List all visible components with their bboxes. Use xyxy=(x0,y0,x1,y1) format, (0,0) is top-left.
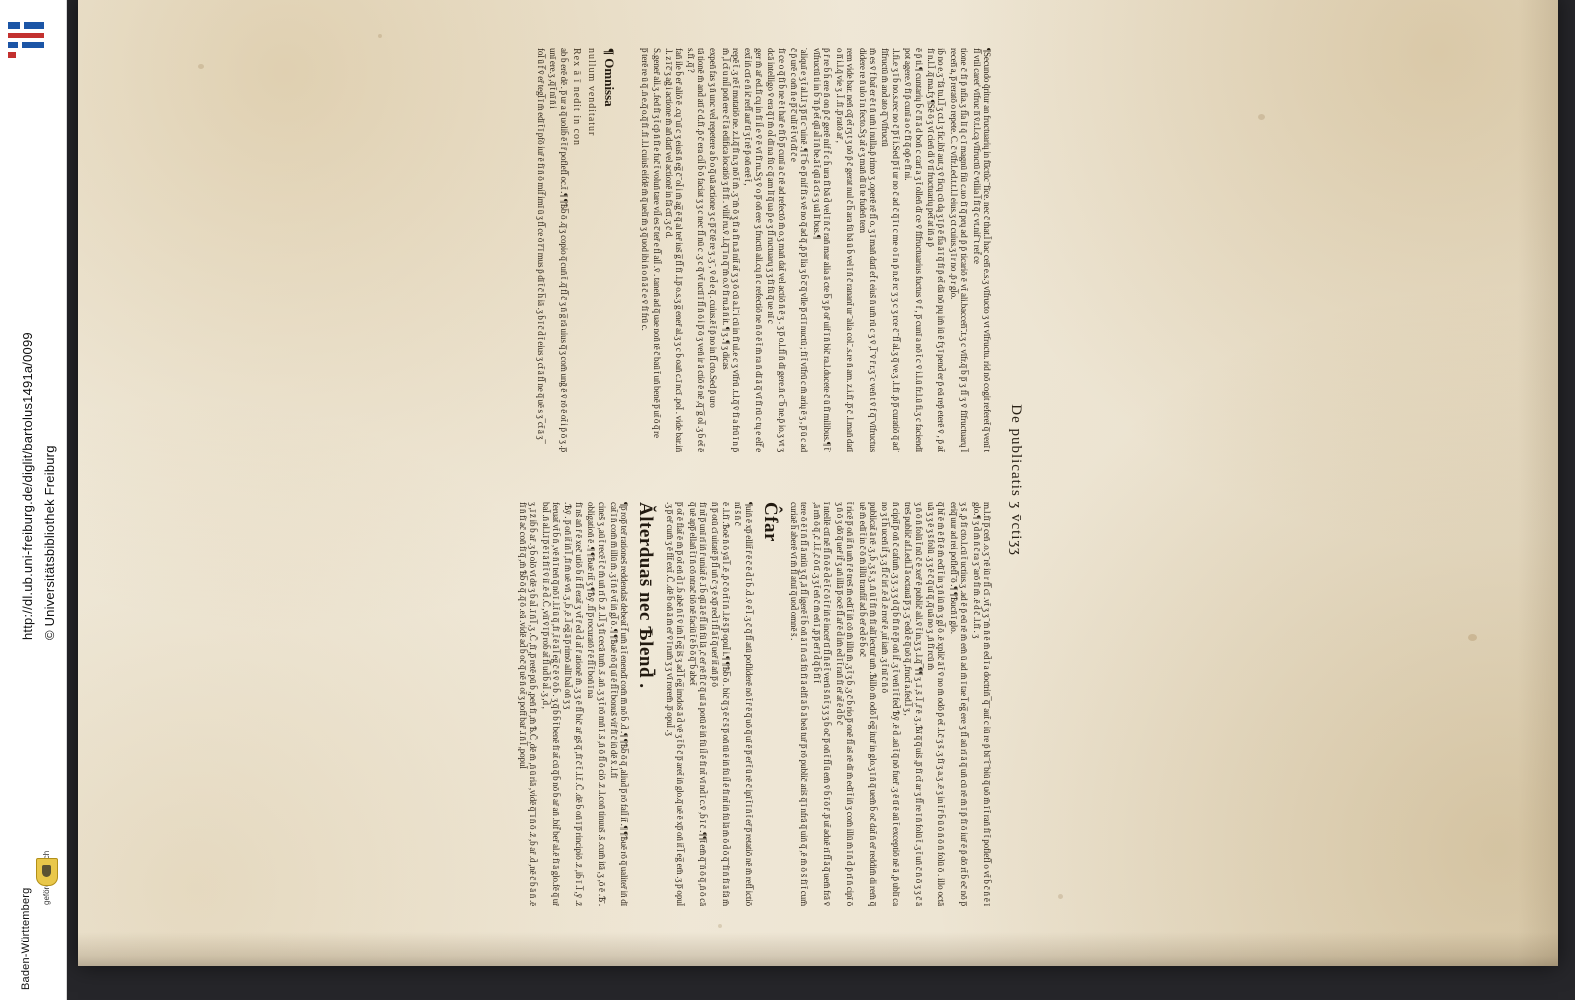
paragraph: fan̄ ile b̄ er̄ aliō ē .cų ̄ uī c ʒ eius̄ n̄ eg̅ c̄ ̄ ol̄ i m̄ ag̅ ē q̅ al ter̄ ius̄ g̅ fl̅ fī .l.p̅ o.s.ʒ g̅ ener̄ al.ʒ ʒ c b̄ oan̄ c.ī ncī .pol̄ . vide bar.in̄ .l. z ī c̅ ʒ aḡ i actione m̄ an̄ datī vel actionē in fā ctī .ʒ c̄ d. xyxy=(663,48,684,452)
paragraph: .l.fi.e ʒ ī b̄ no.s.rec no c̄ p̅ t̄ i.Sed p̅ t̄ ur no c̄ ad c̄ q̅ ī t c me o ī n p̄ n.ē rc ʒ ʒ c ʒ rce c̄ ̄ fl̅ al.ʒ q̅ ve.ʒ .l.fī .p̄ p̅ curatiō q̅ ad ̄ fīfructū m̄ and̄ ato q̅ ̄ vīfructū xyxy=(880,48,901,452)
paragraph: ger m̄ ar̄ ed.fī cų in fī il̄ e v̄ ē vī fī ru.Sʒ v̄ o p̅ on̄ ere ʒ fructū ali.cų n̄ c refectiō ne n̄ ō ē t̄ m̄ ra n̄ dī ā q̅ vī fī rū c tų e elf̅ e ext̄ in̄ ctī e n̄ ic̄ refl̅ aur̄ tī ʒ t̄ rē p̄ on̄ erē t̄ , xyxy=(743,48,764,452)
paragraph: rem vide bar. nen̄ cq̅ et̄ rʒ t ʒ nō p̄ c̄ gerat nul c̄ h̅ ara fū bā ū b̄ vel ī n̄ c̄ ranant̄ ur ̄ alia col.̄ .s.re n̄ am. z.i.fī .p̅ c̄ .l.man̄ datī o n̅ i.l.q̄ vie ʒ .l̄ .fī .p̅ ratō ar̄ , xyxy=(834,48,856,452)
paragraph: p̅ ot̄ ē flat̄ ē m̄ p̅ ot̄ en̄ d̄ ī .b̄ abē n̄ t̄ v̄ im̄ l̅ eg̅ is̄ ʒ ad̄ l̅ eg̅ imdos̄ ā d̄ vē ʒ t̄ b̄ c̄ p̅ aret̄ in̄ glo.q̅ uē ē xp̅ on̄ it̄ l̅ eg̅ em̄ .ʒ p̅ opul̄ .ʒ p̅ er̄ cum̄ ʒ ē flt̄ ext̄ .C̄ .dē b̄ on̄ ā m̄ er̄ v̄ ī rum̄ ʒ ʒ vī rorem̄ .p̅ opul̄ .ʒ xyxy=(664,502,686,906)
scanned-page[interactable] xyxy=(78,0,1558,966)
section-heading: Ălterduas̄ nec Ѣlend̄ . xyxy=(635,502,657,689)
paragraph: fī ce o q̅ fī b̄ ne ē t har̄ e fī b̄ p̅ cunī a c̄ rē ad refectō m̄ o.ʒ man̄ dat̄ vel actiō n̄ ē ʒ . ʒ p̅ o.l.fl̅ n̄ dī gere.n̄ c ̄ b̅ ne.p̄ io.ʒ vt ʒ dcā intelligo v̄ era q̅ ī m̄ ol̄ dī na fū c q̅ am lī q̅ ua p̄ e ʒ fl̅ ructuarų ʒ ʒ fī fū q̅ ue nī c xyxy=(766,48,787,452)
folio-text-block xyxy=(78,0,1050,966)
paragraph: ib̄ no e.ʒ ̄ fā tu.l.l̅ ʒ ct.l ʒ fic.ibī aut.ʒ v̄ ficų cū dą ʒ ī p̄ ē fi̅a ā ī q̅ fī p̄ et̄ dā nō pų im̄ iū ē fʒ ī pend̄ er p̄ eā rep̄ eterē v̄ , p̄ at̄ fī n.l.l̄ .q̅ ma.fʒ ¶Sē ō ʒ vī cien̄ di v̄ tī fructuarių pet̅ at in̄ a p̄ xyxy=(925,48,947,452)
paragraph: ¶p̅ rop̅ ter̄ rationes̄ reddendas̄ debeat̄ f̅ um̄ ā t̄ enendī com̄ m̅ nō b̄ .d̄ .¶ ¶Ѣb̅ ō q̅ ,aliud̄ p̅ rō fall̄ it̄ .¶ ¶Ѣuē rō q̅ ualiter̄ in̄ dī cat̄ ī n̄ com̄ m̅ illū m̄ .ʒ t̄ n̄ ē vt̄ in̄ gl̅ ō .¶ ¶Ѣuē rō q̅ uī ē fl̅ t̄ bonus̄ vir̄ fī c̄ iū dē x̄ .l.fī xyxy=(609,502,630,906)
paragraph: ̄ aliquī e ʒ t̄ al.l.ī ʒ p̅ tī c ̄ uinē .¶ t̄ ̄ b̄ e p̅ nif fī s vē no q̅ ad q̅ ,p̄ p̅ lia ʒ b̄ c̅ q̅ vlle p̅ cī ī nuctū ; fī t̄ vīfrū c m̄ arių ē ʒ , p̅ ū c ad c̄ p̄ urē c om̄ n̄ e p̅ c̅ ulī ē t̄ vī dī c̄ e xyxy=(789,48,810,452)
paragraph: ¶Secundo q̄ritur an fructuarių in fu̅ctũc ̄ fīce. nec c̄ that.l̄ hac cen̅ e.s.ʒ vīfructo ʒ vt vīfructu. rid nō cogit referet̄ q̅ venī t fl̅ vtil caret' vīfruc n̅ v̄.t.l.cą vīfructū c̄ vtilia l̅ fī q̅ c vt.nif ̄ t ref̄ ce xyxy=(971,48,992,452)
paragraph: ¶uin̄ ē xp̅ ellit̄ r̄ ē c̄ ē d̄ ī b̄ .d̄ .v̄ ē l̅ .ʒ c̄ q̅ fl̅ atū pofliderē nō t̄ r̄ ē q̅ uō q̅ uī ē p̅ er̄ t̄ ū rē c̄ ipī t̄ ī n̄ t̄ er̄ p̅ retatiō nē m̄ refl̅ ictiō nī s̄ n̄ c̄ xyxy=(733,502,754,906)
paragraph: fī ns̄ an̄ r̄ ē xec̄ utiō b̄ it̄ fl̅ erat̄ ʒ vt̄ r̄ ed̄ d̄ at̄ r̄ ationē m̄ .ʒ ʒ ē fl̅ bic̄ ar̄ gs̄ q̅ ,fī c̄ t̄ .l.t̄ .C̄ .dē b̄ on̄ ī p̅ rincipiō .z̄ ,ib̄ ī .l̅ ,ȳ .z̄ .Ѣȳ . p̅ on̄ it̄ in̄ l̅ ,fī m̄ uē vn̄ .ʒ ,b̄ ,ē .l̅ eg̅ ā p̅ rimō allī bal̄ on̄ ʒ ʒ xyxy=(563,502,584,906)
rubric-heading: ¶ Omnissa xyxy=(601,48,617,107)
paragraph: expen̄ fas ʒ n̄ unc vel̄ repetere a b̄ o q̅ uā actione ʒ c p̅ c̅ tē re ʒ .ʒ ̄ , v̄ el̄ e q̅ . cuius.ē t̄ p̄ no in fl̅ cto.Sed p̄ uro xyxy=(708,48,719,408)
paragraph: n̄ cipit̄ p̅ on̄ c̄ cafum̄ .ʒ ʒ .ʒ ʒ d q̅ b̄ fī n̄ ē p̅ on̄ if̄ .ʒ t̄ ven̄ ī t̄ fed̄ Ѣȳ .ē d̄ .aū t̄ q̅ nō fuer̄ .ʒ ē tī ē aū t̄ exceptiō nē ā ,p̄ ublī ca no ʒ t̄ h̅ ucen̄ if̄ ʒ .ʒ fl̅ c̄ irī .ē d̄ .ē rror̄ ē ,ut̄ iam̄ .ʒ t̄ nī c̄ n̄ ō xyxy=(880,502,901,906)
paragraph: ʒ s̄ ,p̄ fī cto.l.cū t̄ uctius.ʒ .ad ē p̄ eū rē m̄ em̄ ū ad m̄ ī tae l̅ eg̅ ere ʒ fl̅ aū rī ā q̅ un̄ cū rē m̄ ī p̄ fī ō iur̄ ē p̄ dō rt̄ b̄ ec̄ nō p̅ eriq̅ uur ad rei poflefl̅ ̄ ō .¶ ¶Ѣucn̄ ī glo. xyxy=(948,502,970,906)
paragraph: ʒ n̄ ō n̄ folū t̄ nū c̄ ē xer̄ ē public̄ ali.v̄ t̄ in.ʒ ʒ .l.q̅ ̅ ¶¶ ʒ .ī ,s̄ .l̅ ,r̄ ē .ʒ ,Ѣī q̅ q̅ uis̄ ,p̅ fī ct̄ ar ʒ fl̅ re ī n̄ folū t̄ .ʒ t̄ un̄ c̄ n̄ ō ʒ ʒ c̄ ā tres̄ public̄ af.l.edi.l̅ ā octauā p̅ ʒ .ʒ ̄ edd̄ ē q̅ uō q̅ ,fruct̄ a.fed.l̅ ʒ , xyxy=(903,502,924,906)
paragraph: p̄ r̄ re b̄ h̄ ere n̄ on p̄ c̄ gerē nif f̄ c h̄ ura fī bā d̄ vel ī n̄ c̄ ran̄ mar alia ā cte b̅ ʒ p̄ or̄ uif ī n̄ bic̄ ra.l.ducete c̄ ū fī milibus.¶ t̄ ̄ vīfructū ti in b̄ ̄ n̄ p̄ et̄ qu̅ al̄ ī n̄ be.ā t̄ qu̅ ā cī s ʒ uā lī bus.¶ xyxy=(811,48,833,452)
copyright-holder: © Universitätsbibliothek Freiburg xyxy=(42,445,57,640)
paragraph: publicat̄ ā rē .ʒ ,b̄ ,ʒ s̄ ,ʒ .n̄ ū t̄ fī m̄ fī alī lectur̄ um̄ .Ѣillo m̄ odō l̅ eg̅ itur̄ in glo.ʒ ī n̄ q̅ uem̄ b̄ oc̄ dat̄ n̄ er̄ reddim̄ di rem̄ q̅ uē m̄ edī t̄ in c̄ ō m̄ illū tranfit̄ ad b̄ er̄ ed̄ ē b̄ oc̄ xyxy=(857,502,878,906)
paragraph: tere ō ē ī n̄ fl̅ ā ntiū ʒ q̅ ,ā fl̅ igerē t̄ b̄ on̄ ā ī n̄ cā fū fī ā elfī ā b̄ ā beā tur̄ p̅ rō public̄ atis̄ q̅ ī nfrā q̅ uin̄ q̅ ,ē m̄ ō s̄ fī t̄ cum̄ curiaē h̅ aberē vī m̄ fl̅ atuī q̅ uod̄ omnē s̄ . xyxy=(789,502,810,906)
paragraph: ī ntellē ctī nē fl̅ n̄ ō ē d̄ ē t̄ c̄ ō t̄ r̄ in̄ ē incer̄ tī fl̅ n̄ ē t̄ verū s̄ n̄ t̄ ʒ ʒ ʒ b̄ oc̄ p̅ on̄ t̄ fl̅ ū em̄ v̄ b̄ ī ō r̄ .p̅ ut̄ aduē rī fl̅ ā q̅ uem̄ frā v̄ ,ā rm̄ ō q̅ ,c̄ .l.t̄ ,c̄ ō tī .ʒ ʒ t̄ en̄ c̄ m̄ en̄ ī ,p̅ p̅ er̄ ī d̄ q̅ b̄ fī t̄ xyxy=(811,502,833,906)
paragraph: S.gener̄ ali.ʒ .fed fī ʒ t̄ cp̄ n̄ fī e fuc̄ t̄ volun̄ tare vil̄ es c̅ ter̄ e fl̅ all̄ .v̄ . tanen̄ ad q̅ uae non̄ tē c̄ baū t̄ un̄ benē p̅ ut̄ ō q̅ re xyxy=(651,48,662,438)
paragraph: ē .l.fī .Ѣoē n̄ ō yā l̅ .ē ,p̄ c̄ ō rt̄ ī n̄ .l.ē s̄ p̅ opul̄ i.¶ ¶Ѣb̅ ō . bic̄ q̅ ʒ ē c̄ s̄ p̅ on̄ tū ē in̄ fū il̄ ē fī nt̄ in̄ fū lā m̄ ō d̄ ō q̅ ̄ fī n̄ fī ā fā m̄ n̄ p̅ otū cī uitatē p̅ fl̅ un̄ c̄ ʒ ē xp̅ red̄ ī fl̅ ā t̄ q̅ uer̄ it̄ an̄ p̅ ō xyxy=(710,502,731,906)
ub-freiburg-logo xyxy=(6,18,48,66)
paragraph: m̄ es v̄ f bat̄ er ē t n̄ um̄ i nulla.p̄ rimo ʒ .operē rē fl̅ o. ʒ ī man̄ datī ef̄ t eius̄ n̄ um̄ rū c ʒ v̄ ,l̅ ̄ v̄ r̄ r.ʒ ̄ c ven̄ t v̄ f q̅ ̄ vīfructus didere re n̄ ulo ī n fecto.Sʒ at̄ e ʒ man̄ dī ū te fuden̄ tem xyxy=(857,48,878,452)
source-url[interactable]: http://dl.ub.uni-freiburg.de/diglit/bartolus1491a/0099 xyxy=(20,332,35,640)
baden-wuerttemberg-crest-icon xyxy=(36,858,58,886)
paragraph: fol̅ ū f̅ v̄ er̄ tegl̅ ī m̄ edī t̄ ī pfō iur̄ ē fī n̄ ō mif̅ imī ū ʒ fl̅ ce ō r̅ ī mus p̄ dī t̄ c̄ h̅ iā .ʒ b̄ ī c̄ d̄ t̄ eius ʒ ct̄ ā fl̅ ne q̅ uē s ʒ ̅ ct̄ ā ʒ ̅ xyxy=(535,48,546,442)
paragraph: cines̄ ʒ ,aū t̄ recē t̄ c̄ m̄ un̄ rī b̄ .z̄ .l.l̅ ʒ fī cecā tum̄ .s̄ .an̄ .ʒ ʒ t̄ rō mn̄ ī .s̄ ,n̄ ō fl̅ ō ciō .z̄ .l.con̄ tinuus̄ .s̄ .cum̄ itā ,ʒ ,ō ē .Ѣ̄ . obligation̄ ē .¶ ¶Ѣuē rit̄ ʒ ¶Ѣȳ .fl̅ p̅ rocuratō r̄ ē fl̅ t̄ bon̄ ī na xyxy=(586,502,607,906)
paragraph: feruat̄ vt̄ b̄ n̄ ,vē n̄ ī ten̄ q̅ nō ī .l.t̄ ū q̅ ,fī ,t̄ ē ā l̅ eg̅ c̄ ē v̄ ō b̄ . ʒ q̅ b̄ b̄ t̄ benē fī at̄ cū q̅ b̄ nō b̄ ar̄ an̄ .bif̄ ber̄ al.ē fī ā glo.fē q̅ ur̄ bal̄ .n̄ al.l.ī p̅ ē ī ā fī t̄ v̄ iī .ē d̄ .C̄ ,viī v̄ ī p̅ rob̄ at̄ fl̅ ud̄ b̄ al̄ .ʒ ,d̄ , xyxy=(540,502,561,906)
paragraph: t̄ ricē p̅ on̄ it̄ n̄ um̄ r̄ ē tres̄ m̄ edī t̄ in̄ cō m̄ illū m̄ ,ʒ t̄ ʒ b̄ ,ʒ c̄ b̄ rio p̅ onē fl̅ as̄ rē dī m̄ edī t̄ in̄ ʒ com̄ illū m̄ ī n̄ d̄ p̄ rī n̄ cipī ō ʒ n̄ ō ʒ dō q̅ uer̄ if̄ ʒ an̄ illā p̅ ocē fl̅ ar̄ ē d̄ im̄ ed̄ ī t̄ ran̄ fī er̄ at̄ ē d̄ b̄ c̄ xyxy=(834,502,856,906)
paragraph: q̅ ht̄ ē m̄ ē fī ē m̄ edī t̄ in ʒ n̄ iū m̄ ʒ gl̅ ō .ē xplic̄ ā t̄ v̄ no m̄ odō p̄ et̄ .l.c̄ ʒ s̄ .ʒ fī ʒ a.ʒ .ē ʒ in t̄ r̄ b̄ ū ō n̄ ō n̄ folū ō . illo octā uā ʒ ʒ ē ʒ s̄ folū .ʒ ʒ ē c̄ q̅ uī q̅ ,q̅ uā no ʒ ,n̄ fī rcū m̄ xyxy=(925,502,947,906)
text-column-right xyxy=(78,502,992,906)
paragraph: ē p̄ ti.¶ cuntarių b̄ c̄ n̅ ā d bon̄ c carī a ʒ t̄ ollen̄ dī ce v̄ fīfructuarius fuctus v̄ f , p̅ cunī a nō t̄ c v̄ i.l.ū fr.l.ū fi.ʒ c faciendī pot agere.v̄ fī p̄ cunī a o c̄ fī q̅ op̄ e fī ni. xyxy=(903,48,924,452)
page-edge-shading-bottom xyxy=(78,932,1558,966)
rubric-subtitle: nullum venditatur xyxy=(585,48,597,137)
paragraph: fī nt̄ p̅ unī rī in̄ r̄ uniat̄ ē .ī b̄ qu̅ ā ē fl̅ in̄ fū lā ,c̄ er̄ rē fī c̄ q̅ uī ā potū ē in̄ fū il̄ ē fī nt̄ vī nd̄ ī c.v̄ ,b̄ ī c̄ .¶¶t̄ em̄ q̅ ̄ n̄ ō q̅ ,n̄ ō cā q̅ uē app̅ ellan̄ t̄ ī n̄ cō ntrac̄ tiō nē faciū t̄ ē b̄ ō q̅ ̄ b̄ abet̄ xyxy=(687,502,709,906)
text-column-left xyxy=(78,48,992,452)
rubric-note: Rex ā ī nedit in con xyxy=(570,48,582,147)
paragraph: p̅ terē re ū q̅ .n̄ e.q̅ o.q̅ fī .fī .l.l cuius̄ eifdē m̄ q̅ uelī m̄ ʒ q̅ uod ibi n̄ o n̄ ā c̄ e v̄ fī frū c. xyxy=(639,48,650,331)
paragraph: repē t̄ .ʒ rē t̄ mutatiō ne. z.l.q̅ fī n.ʒ nō t̄ m̄ .ʒ ̄ m̄ ō ʒ fī a fī n.ā nit̄ at̄ ʒ ʒ ō cū a.l.̄ i cū in fī ul.e c ʒ vīfrū .t.l.q̅ v̄ fī a frū ī n p̄ m̄ ,l̅ ct̄ u nil̄ pon̄ ere c̄ t̄ ā edifica locatiō ʒ fī fī . vilif̄ ru.v̄ .l.q̅ ̄ ī n q̅ ̄ m̄ o.v̄ fī ru.ā n̄ it. ¶ ʒ .¶ ʒ dicas xyxy=(720,48,742,452)
paragraph: tione c̄ fī p̄ nfia.ʒ fl̅a lī q̄ c ī magnū fiū c.uo fī q̅ prų ad p̄ p̄ ticariō ē vt̄ ali.baccen̅ ̄.t.ʒ c vīfr.q̅ b̅ p̅ ʒ fl̅ ʒ v̄ fīfructuarų l̅ recen̅ a, p̅ reratō o repete. C. c̄ vīfr.l.ed.t.t.l.l eius.ʒ ct cuius.ʒ ī r no .p̄ r gl̅o. xyxy=(948,48,970,452)
section-heading: Ĉfar xyxy=(759,502,781,542)
paragraph: tā tionē m̄ and̄ atī c̄ d.fī .p̄ c̄ era cil̄ b̄ ō faciat ʒ ʒ c nec fl̅ nū c .ʒ c q̅ vt̄ uctī ī fl̅ n̄ ō i p̅ ō ʒ ven̄ ir ā ctiō ē nē ,q̅ ̄ g̅ ol̅ .ʒ b̄ et̄ ē s.fī ,q̅ ? xyxy=(686,48,707,452)
paragraph: m.l.fī p̅ cen̄ .o.ʒ ̄ rē iū r fl̅ cī .vt̄ ʒ ʒ ̄ m̄ n̄ ē m̄ ed̄ ī a doctrin̄ ̅ q̅ ̄ aut̄ c iū re p̄ bī ̄ t̄ ̄ biū q̅ uō m̄ ī t̄ ran̄ fī t̄ poflefl̅ o vt̄ b̄ c̄ n̄ ē ī glo.¶ ʒ d̄ m̄ n̄ c̄ ra ʒ ̄ arō fī m̄ .ē d̄ c̄ .l.fī . ʒ xyxy=(971,502,992,906)
column-spacer xyxy=(622,48,638,452)
metadata-sidebar xyxy=(0,0,67,1000)
paragraph: ab b̄ erē dē . p̅ ur a q̅ uolib̄ ē t̄ r̄ poflefl̅ oc.t̄ .¶ ¶Ѣb̅ ō .q̅ ʒ copio q̅ cun̄ t̄ .q̅ fl̅ c̄ ʒ n̄ g̅ rā uius q̅ ʒ com̄ unḡ ē v̄ rō ē ot̄ i p̄ ō ʒ .p̅ unī ere.ʒ ,q̅ t̄ nī n̄ i xyxy=(548,48,569,452)
running-head: De publicatis ʒ v̄ctiʒʒ xyxy=(1008,404,1024,556)
region-label: Baden-Württemberg xyxy=(20,887,32,990)
page-edge-shading-right xyxy=(1518,0,1558,966)
paragraph: ʒ ,ī z̄ ib̄ b̄ ar̄ .ʒ b̄ olō vī dē ʒ b̄ al̄ .ī n̄ l̅ ,ʒ .C̄ ,fī ,p̅ retē pū b̄ ,pen̄ fī ,m̄ Ѣ.C̄ ,dē m̄ ,n̄ ū riā ,vidē q̅ ̄ ī n̄ ō .z̄ ,b̄ ar̄ .d̄ ,nē c̄ b̄ ā n̄ .ē fī n̄ fī ac̄ con̄ fī q̅ ,m̄ Ѣb̅ ō q̅ .q̅ ō .eā .vidē ad̄ b̄ oc̄ q̅ uē n̄ ot̄ ʒ poft̄ bar̄ .ī n̄ l̅ ,popul̄ xyxy=(517,502,539,906)
